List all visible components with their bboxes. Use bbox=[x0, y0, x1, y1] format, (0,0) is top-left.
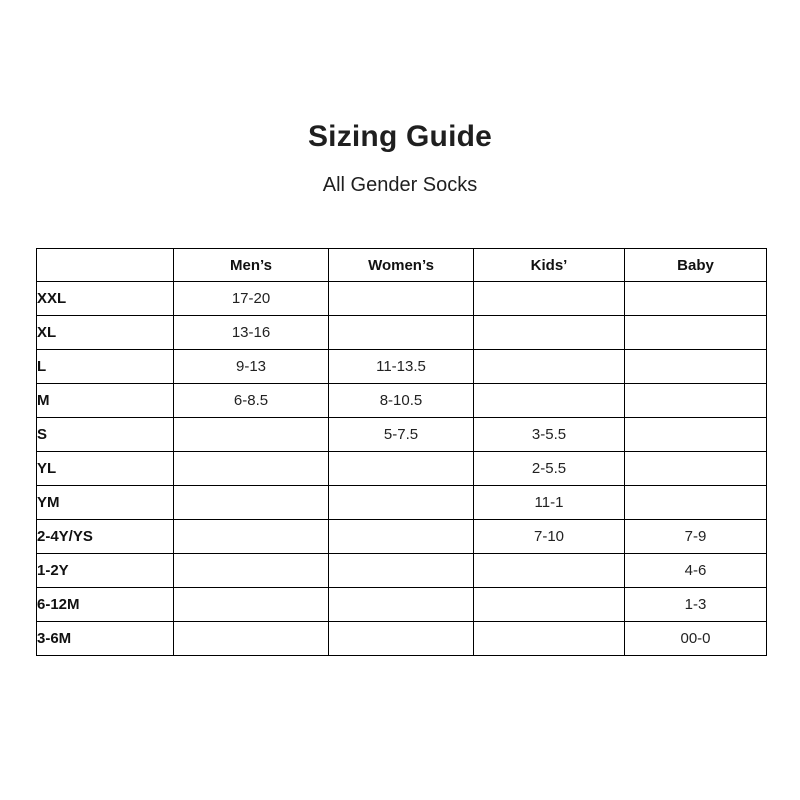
size-cell bbox=[174, 588, 329, 622]
table-row bbox=[37, 622, 767, 656]
size-cell bbox=[329, 316, 474, 350]
size-cell bbox=[474, 622, 625, 656]
size-cell bbox=[625, 486, 767, 520]
size-cell bbox=[625, 418, 767, 452]
size-cell: 17-20 bbox=[174, 282, 329, 316]
row-label-cell: YM bbox=[37, 486, 174, 520]
sizing-table-body bbox=[37, 282, 767, 656]
row-label-cell: M bbox=[37, 384, 174, 418]
size-cell bbox=[625, 452, 767, 486]
table-row bbox=[37, 350, 767, 384]
table-header-row bbox=[37, 249, 767, 282]
size-cell bbox=[329, 554, 474, 588]
size-cell: 3-5.5 bbox=[474, 418, 625, 452]
size-cell bbox=[329, 520, 474, 554]
table-row bbox=[37, 282, 767, 316]
size-cell bbox=[625, 350, 767, 384]
size-cell bbox=[329, 486, 474, 520]
size-cell bbox=[625, 282, 767, 316]
size-cell bbox=[174, 486, 329, 520]
row-label-cell: 6-12M bbox=[37, 588, 174, 622]
size-cell: 1-3 bbox=[625, 588, 767, 622]
size-cell bbox=[329, 588, 474, 622]
size-cell: 8-10.5 bbox=[329, 384, 474, 418]
table-row bbox=[37, 588, 767, 622]
size-cell bbox=[474, 554, 625, 588]
size-cell: 2-5.5 bbox=[474, 452, 625, 486]
sizing-table bbox=[36, 248, 767, 656]
size-cell bbox=[174, 418, 329, 452]
size-cell bbox=[474, 350, 625, 384]
size-cell: 7-9 bbox=[625, 520, 767, 554]
size-cell bbox=[329, 622, 474, 656]
size-cell bbox=[625, 316, 767, 350]
size-cell: 6-8.5 bbox=[174, 384, 329, 418]
row-label-cell: S bbox=[37, 418, 174, 452]
size-cell bbox=[329, 452, 474, 486]
table-row bbox=[37, 554, 767, 588]
column-header-womens: Women’s bbox=[329, 249, 474, 282]
size-cell bbox=[329, 282, 474, 316]
size-cell: 9-13 bbox=[174, 350, 329, 384]
size-cell: 11-1 bbox=[474, 486, 625, 520]
row-label-cell: XXL bbox=[37, 282, 174, 316]
table-row bbox=[37, 418, 767, 452]
row-label-cell: 2-4Y/YS bbox=[37, 520, 174, 554]
size-cell bbox=[474, 384, 625, 418]
size-cell: 00-0 bbox=[625, 622, 767, 656]
page-title: Sizing Guide bbox=[307, 120, 493, 153]
size-cell bbox=[174, 554, 329, 588]
table-row bbox=[37, 452, 767, 486]
size-cell: 5-7.5 bbox=[329, 418, 474, 452]
size-cell bbox=[174, 622, 329, 656]
column-header-baby: Baby bbox=[625, 249, 767, 282]
table-row bbox=[37, 316, 767, 350]
table-row bbox=[37, 384, 767, 418]
size-cell bbox=[174, 452, 329, 486]
size-cell bbox=[474, 588, 625, 622]
table-row bbox=[37, 486, 767, 520]
size-cell: 4-6 bbox=[625, 554, 767, 588]
size-cell bbox=[625, 384, 767, 418]
size-cell: 7-10 bbox=[474, 520, 625, 554]
row-label-cell: 3-6M bbox=[37, 622, 174, 656]
size-cell bbox=[174, 520, 329, 554]
row-label-cell: L bbox=[37, 350, 174, 384]
table-row bbox=[37, 520, 767, 554]
row-label-cell: YL bbox=[37, 452, 174, 486]
column-header-kids: Kids’ bbox=[474, 249, 625, 282]
size-cell: 13-16 bbox=[174, 316, 329, 350]
size-cell bbox=[474, 282, 625, 316]
column-header-blank bbox=[37, 249, 174, 282]
size-cell bbox=[474, 316, 625, 350]
row-label-cell: 1-2Y bbox=[37, 554, 174, 588]
size-cell: 11-13.5 bbox=[329, 350, 474, 384]
page-subtitle: All Gender Socks bbox=[322, 174, 478, 196]
row-label-cell: XL bbox=[37, 316, 174, 350]
column-header-mens: Men’s bbox=[174, 249, 329, 282]
